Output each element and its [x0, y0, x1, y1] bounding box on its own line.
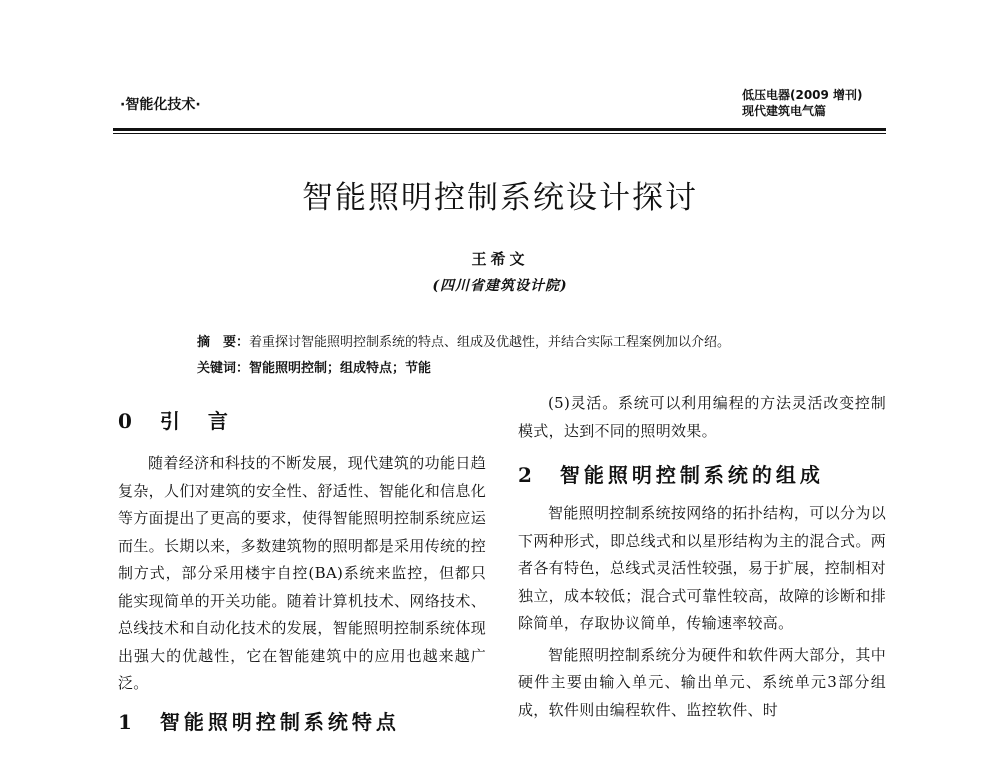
header-rule-thin: [113, 133, 886, 134]
header-rule-thick: [113, 128, 886, 131]
paper-title: 智能照明控制系统设计探讨: [302, 180, 698, 216]
section-1-heading: 1 智能照明控制系统特点: [118, 709, 400, 734]
right-column: [518, 390, 886, 724]
keywords-line: [197, 356, 897, 382]
keywords-label: 关键词：: [197, 361, 250, 376]
section-2-heading: 2 智能照明控制系统的组成: [518, 463, 824, 487]
abstract-block: [197, 330, 897, 382]
section-0-heading: 0 引 言: [118, 409, 232, 433]
section-0-paragraph: 随着经济和科技的不断发展，现代建筑的功能日趋复杂，人们对建筑的安全性、舒适性、智能化和信息化等方面提出了更高的要求，使得智能照明控制系统应运而生。长期以来，多数建筑物的照明都是采用传统的控制方式，部分采用楼宇自控(BA)系统来监控，但都只能实现简单的开关功能。随着计算机技术、网络技术、总线技术和自动化技术的发展，智能照明控制系统体现出强大的优越性，它在智能建筑中的应用也越来越广泛。: [118, 454, 486, 692]
item-5-paragraph: (5)灵活。系统可以利用编程的方法灵活改变控制模式，达到不同的照明效果。: [518, 394, 886, 440]
section-2-paragraph-1: 智能照明控制系统按网络的拓扑结构，可以分为以下两种形式，即总线式和以星形结构为主的混合式。两者各有特色，总线式灵活性较强，易于扩展，控制相对独立，成本较低；混合式可靠性较高，故障的诊断和排除简单，存取协议简单，传输速率较高。: [518, 504, 886, 632]
journal-info: [742, 87, 902, 119]
abstract-label: 摘 要：: [197, 335, 250, 350]
section-2-paragraph-2: 智能照明控制系统分为硬件和软件两大部分，其中硬件主要由输入单元、输出单元、系统单元3部分组成，软件则由编程软件、监控软件、时: [518, 645, 886, 719]
keywords-text: 智能照明控制；组成特点；节能: [249, 361, 432, 376]
author-affiliation: (四川省建筑设计院): [432, 278, 568, 294]
author-name: 王希文: [471, 250, 529, 268]
abstract-text: 着重探讨智能照明控制系统的特点、组成及优越性，并结合实际工程案例加以介绍。: [249, 335, 731, 350]
journal-name: 低压电器(2009 增刊): [742, 88, 863, 102]
abstract-line: [197, 330, 897, 356]
journal-subtitle: 现代建筑电气篇: [742, 104, 827, 118]
section-tag: ·智能化技术·: [120, 97, 201, 113]
left-column: [118, 405, 486, 735]
